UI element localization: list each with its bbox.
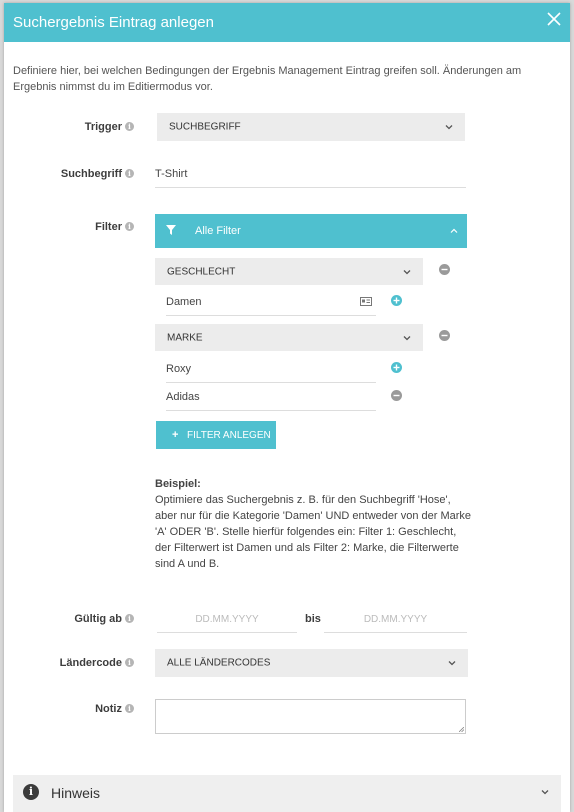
info-icon: i	[125, 658, 134, 667]
add-value-button[interactable]	[391, 295, 402, 306]
plus-icon: +	[172, 429, 179, 441]
remove-filter-button[interactable]	[439, 330, 450, 341]
plus-circle-icon	[391, 362, 402, 373]
filter-field-select[interactable]: GESCHLECHT	[155, 258, 423, 285]
minus-circle-icon	[439, 330, 450, 341]
trigger-select[interactable]: SUCHBEGRIFF	[157, 113, 465, 141]
funnel-icon	[166, 225, 176, 235]
chevron-down-icon	[445, 123, 453, 131]
add-filter-button[interactable]: + FILTER ANLEGEN	[156, 421, 276, 449]
close-icon[interactable]	[547, 12, 561, 26]
chevron-down-icon	[448, 659, 456, 667]
example-body: Optimiere das Suchergebnis z. B. für den Suchbegriff 'Hose', aber nur für die Kategorie 'Damen' UND entweder von der Marke 'A' ODER 'B'. Stelle hierfür folgendes ein: Filter 1: Geschlecht, der Filterwert ist Damen und als Filter 2: Marke, die Filterwerte sind A und B.	[155, 494, 472, 570]
trigger-label: Trigger i	[44, 121, 134, 133]
minus-circle-icon	[391, 390, 402, 401]
chevron-down-icon	[541, 788, 549, 796]
intro-text: Definiere hier, bei welchen Bedingungen der Ergebnis Management Eintrag greifen soll. Änderungen am Ergebnis nimmst du im Editiermodus vor.	[13, 65, 522, 93]
date-to-input[interactable]: DD.MM.YYYY	[324, 606, 467, 633]
info-icon: i	[125, 704, 134, 713]
remove-filter-button[interactable]	[439, 264, 450, 275]
create-entry-dialog	[4, 3, 570, 812]
remove-value-button[interactable]	[391, 390, 402, 401]
bis-label: bis	[305, 613, 321, 625]
add-value-button[interactable]	[391, 362, 402, 373]
filter-field-select[interactable]: MARKE	[155, 324, 423, 351]
all-filters-toggle[interactable]: Alle Filter	[155, 214, 467, 248]
country-code-label: Ländercode i	[44, 657, 134, 669]
contact-card-icon[interactable]	[360, 297, 372, 306]
note-label: Notiz i	[44, 703, 134, 715]
searchterm-label: Suchbegriff i	[44, 168, 134, 180]
chevron-down-icon	[403, 268, 411, 276]
hint-accordion[interactable]: i Hinweis	[13, 775, 561, 812]
resize-grip-icon[interactable]	[459, 727, 464, 732]
info-icon: i	[125, 169, 134, 178]
info-icon: i	[23, 784, 39, 800]
filter-value-input[interactable]: Damen	[166, 289, 376, 316]
info-icon: i	[125, 614, 134, 623]
filter-label: Filter i	[44, 221, 134, 233]
chevron-down-icon	[403, 334, 411, 342]
chevron-up-icon	[450, 227, 458, 235]
date-from-input[interactable]: DD.MM.YYYY	[157, 606, 297, 633]
example-heading: Beispiel:	[155, 478, 201, 490]
dialog-title: Suchergebnis Eintrag anlegen	[13, 14, 214, 31]
country-code-select[interactable]: ALLE LÄNDERCODES	[155, 649, 468, 677]
note-textarea[interactable]	[155, 699, 466, 734]
info-icon: i	[125, 122, 134, 131]
valid-from-label: Gültig ab i	[44, 613, 134, 625]
plus-circle-icon	[391, 295, 402, 306]
filter-value-input[interactable]: Roxy	[166, 355, 376, 383]
searchterm-input[interactable]: T-Shirt	[155, 160, 466, 188]
filter-value-input[interactable]: Adidas	[166, 383, 376, 411]
example-text	[155, 476, 475, 572]
minus-circle-icon	[439, 264, 450, 275]
dialog-header	[4, 3, 570, 42]
info-icon: i	[125, 222, 134, 231]
